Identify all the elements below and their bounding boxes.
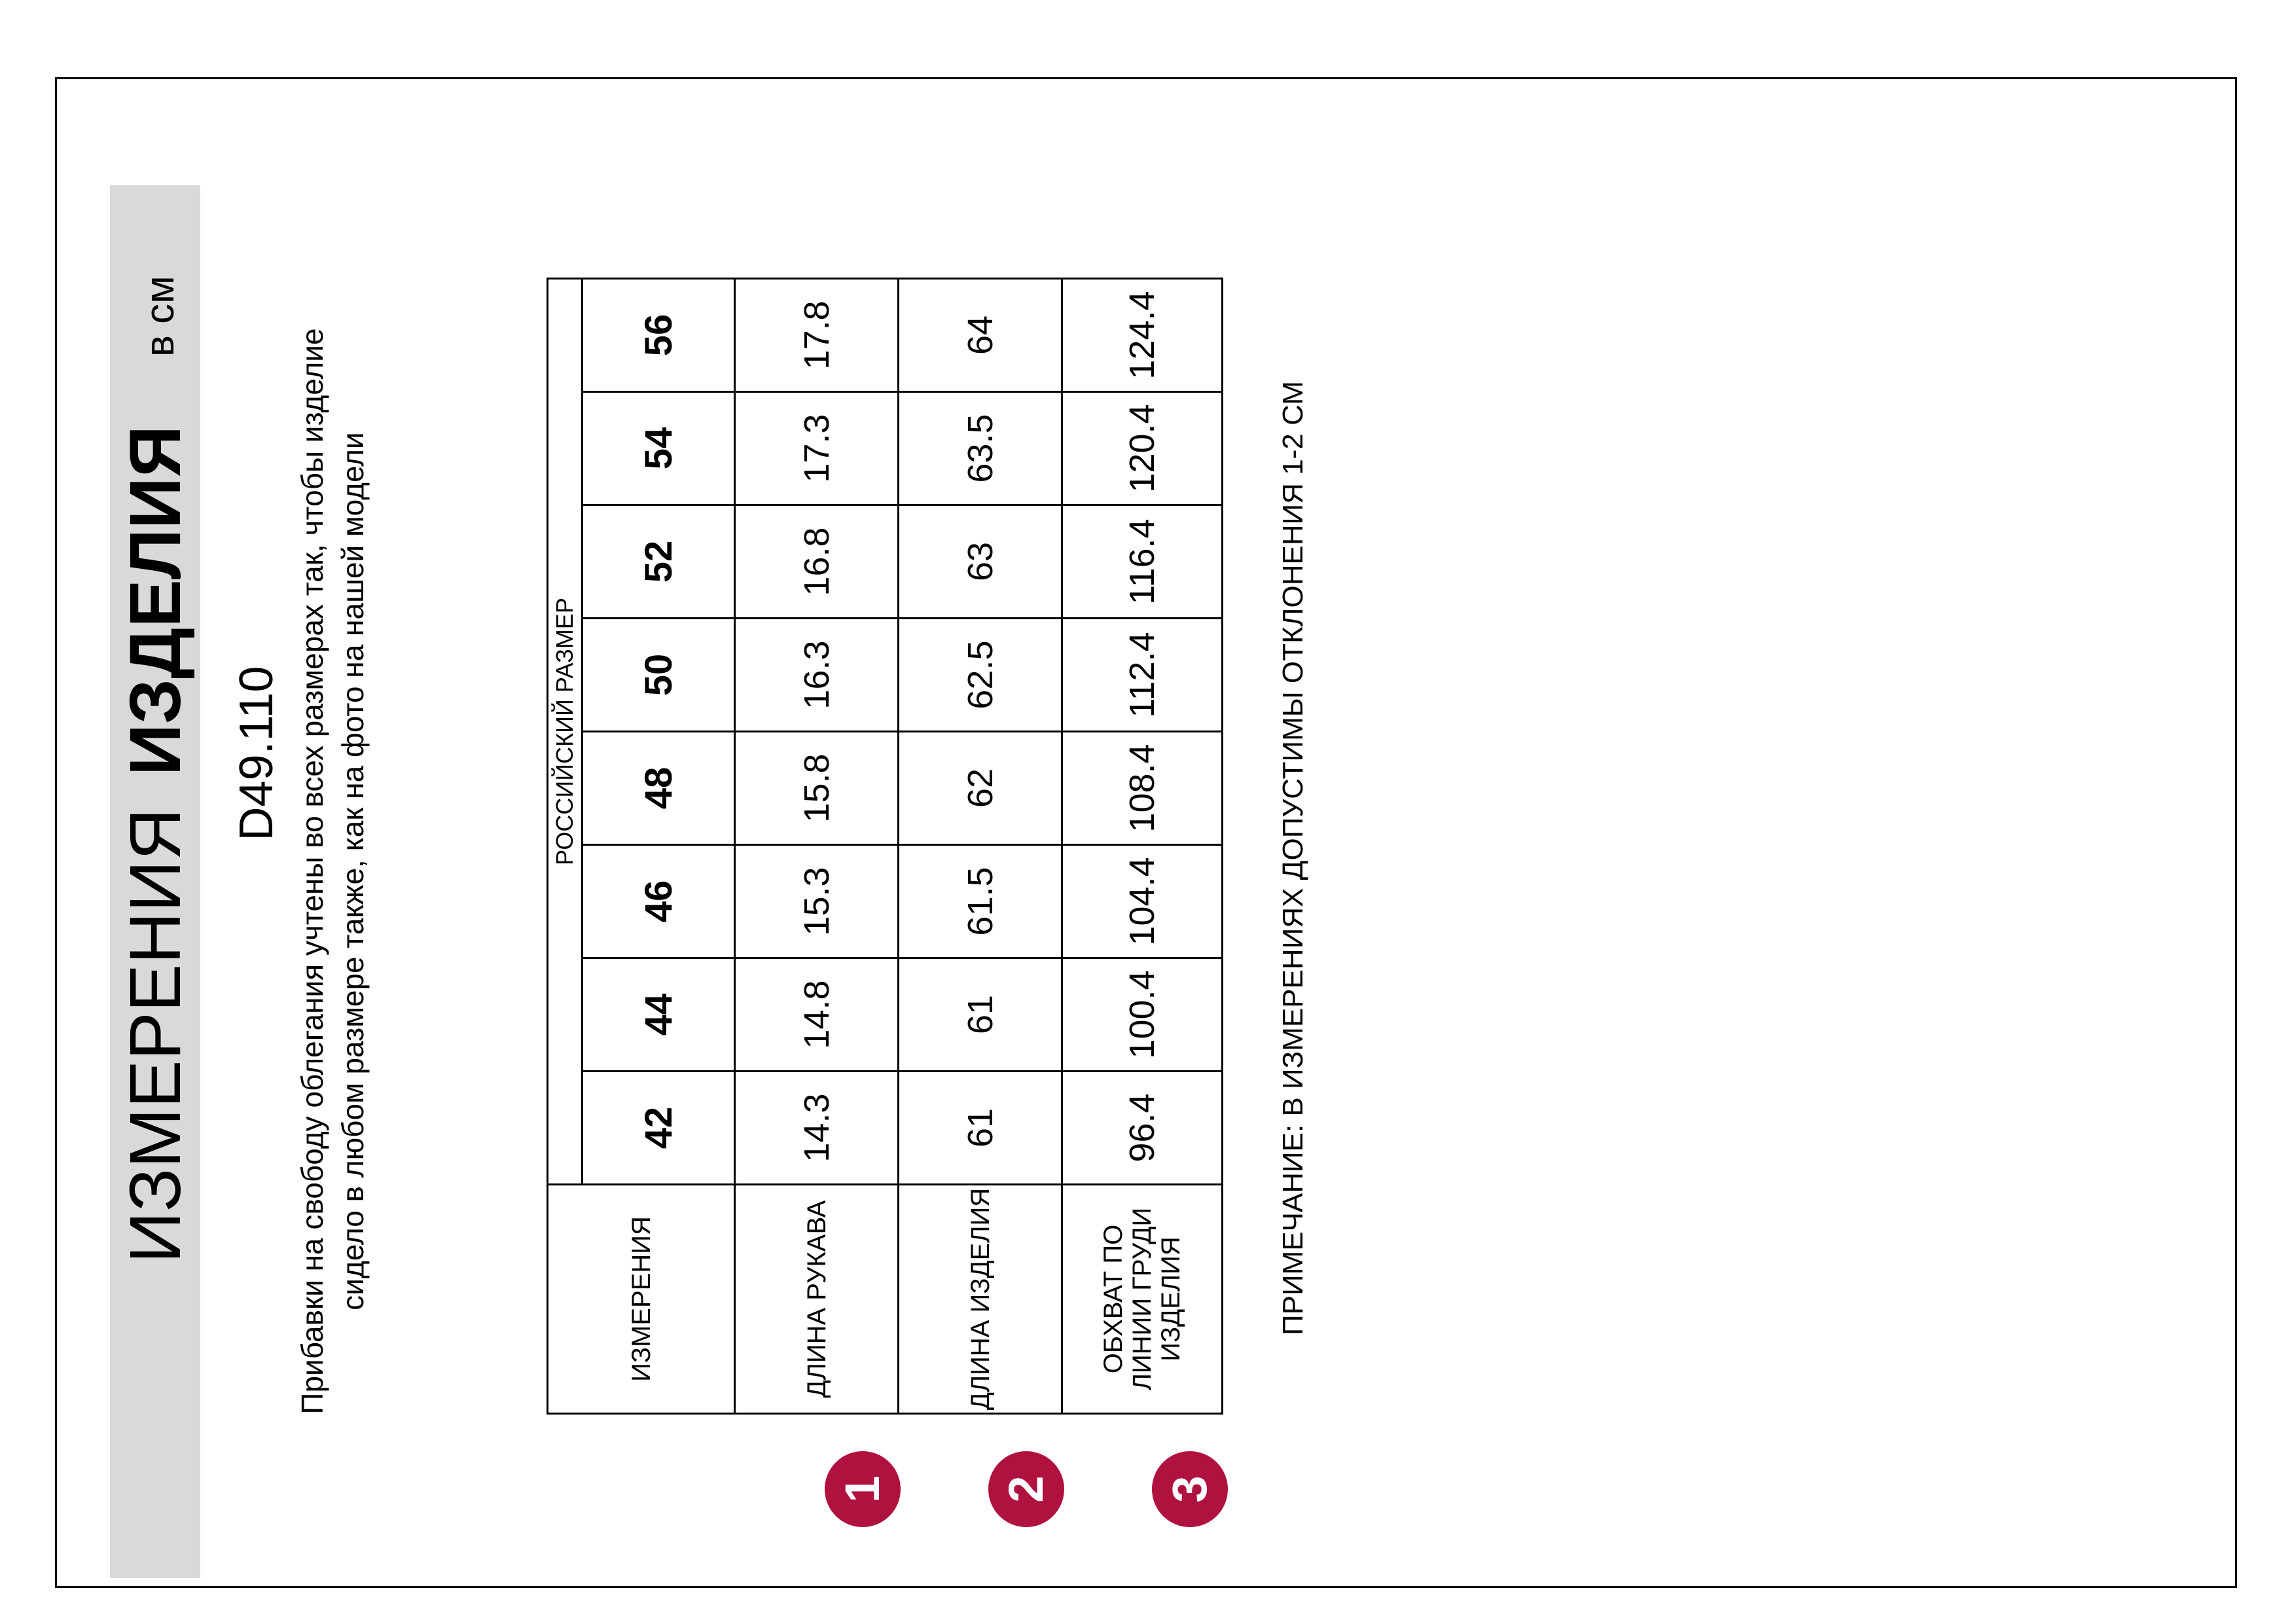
- unit-label: в см: [137, 276, 183, 357]
- title-light: ИЗМЕРЕНИЯ: [115, 808, 196, 1263]
- value-cell: 14.8: [735, 958, 899, 1072]
- row-label: ОБХВАТ ПО ЛИНИИ ГРУДИ ИЗДЕЛИЯ: [1062, 1185, 1223, 1414]
- tolerance-note: ПРИМЕЧАНИЕ: В ИЗМЕРЕНИЯХ ДОПУСТИМЫ ОТКЛОНЕНИЯ 1-2 СМ: [1277, 380, 1309, 1335]
- size-cell: 50: [583, 619, 735, 732]
- value-cell: 104.4: [1062, 845, 1223, 958]
- size-cell: 54: [583, 392, 735, 505]
- badge-2: 2: [988, 1451, 1064, 1527]
- value-cell: 17.3: [735, 392, 899, 505]
- size-cell: 52: [583, 505, 735, 619]
- size-cell: 42: [583, 1072, 735, 1185]
- table-header-row: [548, 279, 583, 1414]
- table-row: [899, 279, 1062, 1414]
- size-table: [547, 278, 1223, 1415]
- value-cell: 108.4: [1062, 732, 1223, 845]
- size-cell: 46: [583, 845, 735, 958]
- size-cell: 56: [583, 279, 735, 392]
- value-cell: 16.3: [735, 619, 899, 732]
- size-cell: 48: [583, 732, 735, 845]
- value-cell: 61.5: [899, 845, 1062, 958]
- value-cell: 112.4: [1062, 619, 1223, 732]
- value-cell: 124.4: [1062, 279, 1223, 392]
- value-cell: 120.4: [1062, 392, 1223, 505]
- table-row: [1062, 279, 1223, 1414]
- value-cell: 116.4: [1062, 505, 1223, 619]
- row-label: ДЛИНА РУКАВА: [735, 1185, 899, 1414]
- value-cell: 16.8: [735, 505, 899, 619]
- value-cell: 63: [899, 505, 1062, 619]
- value-cell: 62.5: [899, 619, 1062, 732]
- fit-description: Прибавки на свободу облегания учтены во всех размерах так, чтобы изделие сидело в любом размере также, как на фото на нашей модели: [295, 328, 370, 1415]
- value-cell: 62: [899, 732, 1062, 845]
- value-cell: 96.4: [1062, 1072, 1223, 1185]
- value-cell: 61: [899, 1072, 1062, 1185]
- title-bold: ИЗДЕЛИЯ: [115, 425, 196, 776]
- measure-header: ИЗМЕРЕНИЯ: [548, 1185, 735, 1414]
- row-label: ДЛИНА ИЗДЕЛИЯ: [899, 1185, 1062, 1414]
- value-cell: 14.3: [735, 1072, 899, 1185]
- badge-1: 1: [825, 1451, 901, 1527]
- value-cell: 17.8: [735, 279, 899, 392]
- value-cell: 64: [899, 279, 1062, 392]
- table-row: [735, 279, 899, 1414]
- value-cell: 15.3: [735, 845, 899, 958]
- model-code: D49.110: [230, 666, 283, 841]
- value-cell: 63.5: [899, 392, 1062, 505]
- value-cell: 100.4: [1062, 958, 1223, 1072]
- value-cell: 15.8: [735, 732, 899, 845]
- value-cell: 61: [899, 958, 1062, 1072]
- size-group-header: РОССИЙСКИЙ РАЗМЕР: [548, 279, 583, 1185]
- badge-3: 3: [1152, 1451, 1228, 1527]
- size-cell: 44: [583, 958, 735, 1072]
